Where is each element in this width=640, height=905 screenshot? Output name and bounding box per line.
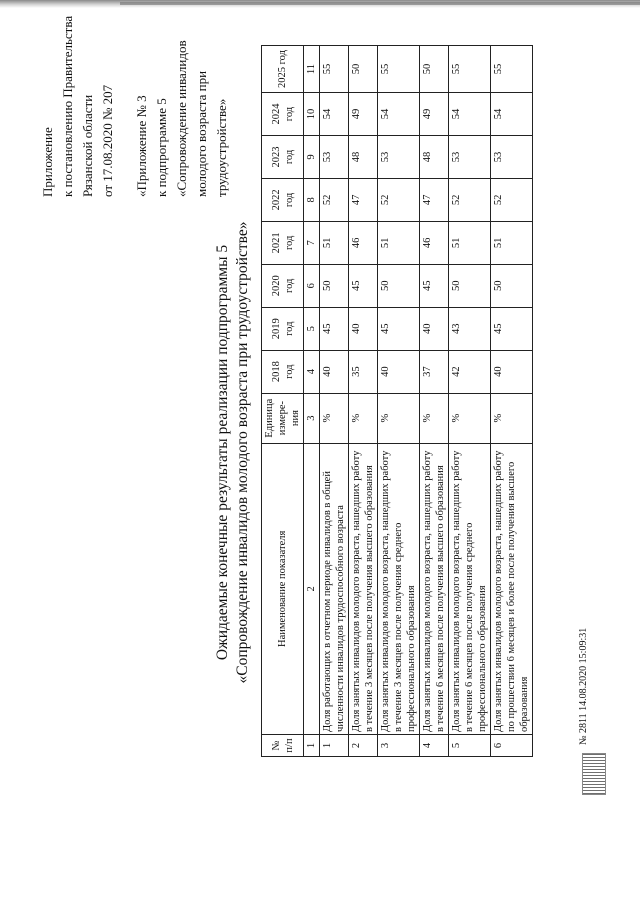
value-cell: 52 xyxy=(378,178,420,221)
value-cell: 42 xyxy=(449,350,491,393)
value-cell: 40 xyxy=(420,307,449,350)
value-cell: 55 xyxy=(320,46,349,93)
appendix-line: «Приложение № 3 xyxy=(134,95,149,197)
appendix-line: «Сопровождение инвалидов xyxy=(174,40,189,197)
appendix-line: трудоустройстве» xyxy=(214,98,229,197)
unit-cell: % xyxy=(491,393,533,443)
value-cell: 53 xyxy=(320,136,349,179)
header-cell: Единица измере-ния xyxy=(262,393,304,443)
column-number: 2 xyxy=(304,443,320,734)
row-number: 4 xyxy=(420,735,449,757)
appendix-line: к подпрограмме 5 xyxy=(154,98,169,197)
value-cell: 55 xyxy=(491,46,533,93)
value-cell: 40 xyxy=(491,350,533,393)
value-cell: 53 xyxy=(449,136,491,179)
column-number: 7 xyxy=(304,221,320,264)
column-number: 8 xyxy=(304,178,320,221)
column-number: 6 xyxy=(304,264,320,307)
table-row xyxy=(449,46,491,757)
header-cell: 2019 год xyxy=(262,307,304,350)
value-cell: 50 xyxy=(349,46,378,93)
row-number: 2 xyxy=(349,735,378,757)
value-cell: 52 xyxy=(449,178,491,221)
value-cell: 43 xyxy=(449,307,491,350)
unit-cell: % xyxy=(378,393,420,443)
value-cell: 51 xyxy=(449,221,491,264)
value-cell: 51 xyxy=(491,221,533,264)
indicator-name: Доля занятых инвалидов молодого возраста, нашедших работу по прошествии 6 месяцев и более после получения высшего образования xyxy=(491,443,533,734)
value-cell: 45 xyxy=(320,307,349,350)
indicator-name: Доля занятых инвалидов молодого возраста, нашедших работу в течение 3 месяцев после получения среднего профессионального образования xyxy=(378,443,420,734)
header-cell: 2018 год xyxy=(262,350,304,393)
table-row xyxy=(420,46,449,757)
value-cell: 54 xyxy=(378,93,420,136)
value-cell: 55 xyxy=(378,46,420,93)
registration-stamp: № 2811 14.08.2020 15:09:31 xyxy=(578,627,589,745)
value-cell: 40 xyxy=(349,307,378,350)
unit-cell: % xyxy=(320,393,349,443)
column-number: 4 xyxy=(304,350,320,393)
value-cell: 47 xyxy=(420,178,449,221)
value-cell: 50 xyxy=(378,264,420,307)
results-table xyxy=(261,45,533,757)
header-cell: 2023 год xyxy=(262,136,304,179)
indicator-name: Доля работающих в отчетном периоде инвалидов в общей численности инвалидов трудоспособного возраста xyxy=(320,443,349,734)
value-cell: 52 xyxy=(320,178,349,221)
value-cell: 45 xyxy=(420,264,449,307)
indicator-name: Доля занятых инвалидов молодого возраста, нашедших работу в течение 6 месяцев после получения высшего образования xyxy=(420,443,449,734)
value-cell: 51 xyxy=(320,221,349,264)
value-cell: 45 xyxy=(491,307,533,350)
appendix-line: к постановлению Правительства xyxy=(60,15,75,197)
value-cell: 54 xyxy=(320,93,349,136)
value-cell: 50 xyxy=(320,264,349,307)
value-cell: 40 xyxy=(378,350,420,393)
value-cell: 46 xyxy=(420,221,449,264)
header-cell: 2025 год xyxy=(262,46,304,93)
value-cell: 48 xyxy=(349,136,378,179)
header-cell: № п/п xyxy=(262,735,304,757)
appendix-line: Приложение xyxy=(40,127,55,197)
column-number: 9 xyxy=(304,136,320,179)
unit-cell: % xyxy=(449,393,491,443)
appendix-line: от 17.08.2020 № 207 xyxy=(100,84,115,197)
row-number: 3 xyxy=(378,735,420,757)
value-cell: 50 xyxy=(491,264,533,307)
column-number: 5 xyxy=(304,307,320,350)
table-row xyxy=(491,46,533,757)
header-cell: 2021 год xyxy=(262,221,304,264)
header-cell: Наименование показателя xyxy=(262,443,304,734)
table-row xyxy=(320,46,349,757)
value-cell: 46 xyxy=(349,221,378,264)
value-cell: 45 xyxy=(349,264,378,307)
row-number: 1 xyxy=(320,735,349,757)
column-number: 3 xyxy=(304,393,320,443)
appendix-note xyxy=(38,7,232,197)
value-cell: 37 xyxy=(420,350,449,393)
value-cell: 54 xyxy=(449,93,491,136)
column-number: 1 xyxy=(304,735,320,757)
table-row xyxy=(349,46,378,757)
row-number: 5 xyxy=(449,735,491,757)
appendix-line: Рязанской области xyxy=(80,94,95,197)
indicator-name: Доля занятых инвалидов молодого возраста, нашедших работу в течение 3 месяцев после получения высшего образования xyxy=(349,443,378,734)
value-cell: 52 xyxy=(491,178,533,221)
value-cell: 40 xyxy=(320,350,349,393)
value-cell: 49 xyxy=(349,93,378,136)
document-subtitle: «Сопровождение инвалидов молодого возраста при трудоустройстве» xyxy=(234,221,251,684)
value-cell: 54 xyxy=(491,93,533,136)
unit-cell: % xyxy=(349,393,378,443)
column-number: 11 xyxy=(304,46,320,93)
value-cell: 45 xyxy=(378,307,420,350)
value-cell: 50 xyxy=(420,46,449,93)
appendix-line: молодого возраста при xyxy=(194,70,209,197)
header-cell: 2024 год xyxy=(262,93,304,136)
value-cell: 35 xyxy=(349,350,378,393)
row-number: 6 xyxy=(491,735,533,757)
value-cell: 51 xyxy=(378,221,420,264)
header-cell: 2020 год xyxy=(262,264,304,307)
value-cell: 49 xyxy=(420,93,449,136)
unit-cell: % xyxy=(420,393,449,443)
value-cell: 55 xyxy=(449,46,491,93)
value-cell: 48 xyxy=(420,136,449,179)
value-cell: 47 xyxy=(349,178,378,221)
indicator-name: Доля занятых инвалидов молодого возраста, нашедших работу в течение 6 месяцев после получения среднего профессионального образования xyxy=(449,443,491,734)
value-cell: 50 xyxy=(449,264,491,307)
table-row xyxy=(378,46,420,757)
header-cell: 2022 год xyxy=(262,178,304,221)
column-number: 10 xyxy=(304,93,320,136)
value-cell: 53 xyxy=(378,136,420,179)
document-title: Ожидаемые конечные результаты реализации подпрограммы 5 xyxy=(214,244,231,661)
registration-barcode xyxy=(582,753,606,795)
column-number-row xyxy=(304,46,320,757)
table-header-row xyxy=(262,46,304,757)
value-cell: 53 xyxy=(491,136,533,179)
